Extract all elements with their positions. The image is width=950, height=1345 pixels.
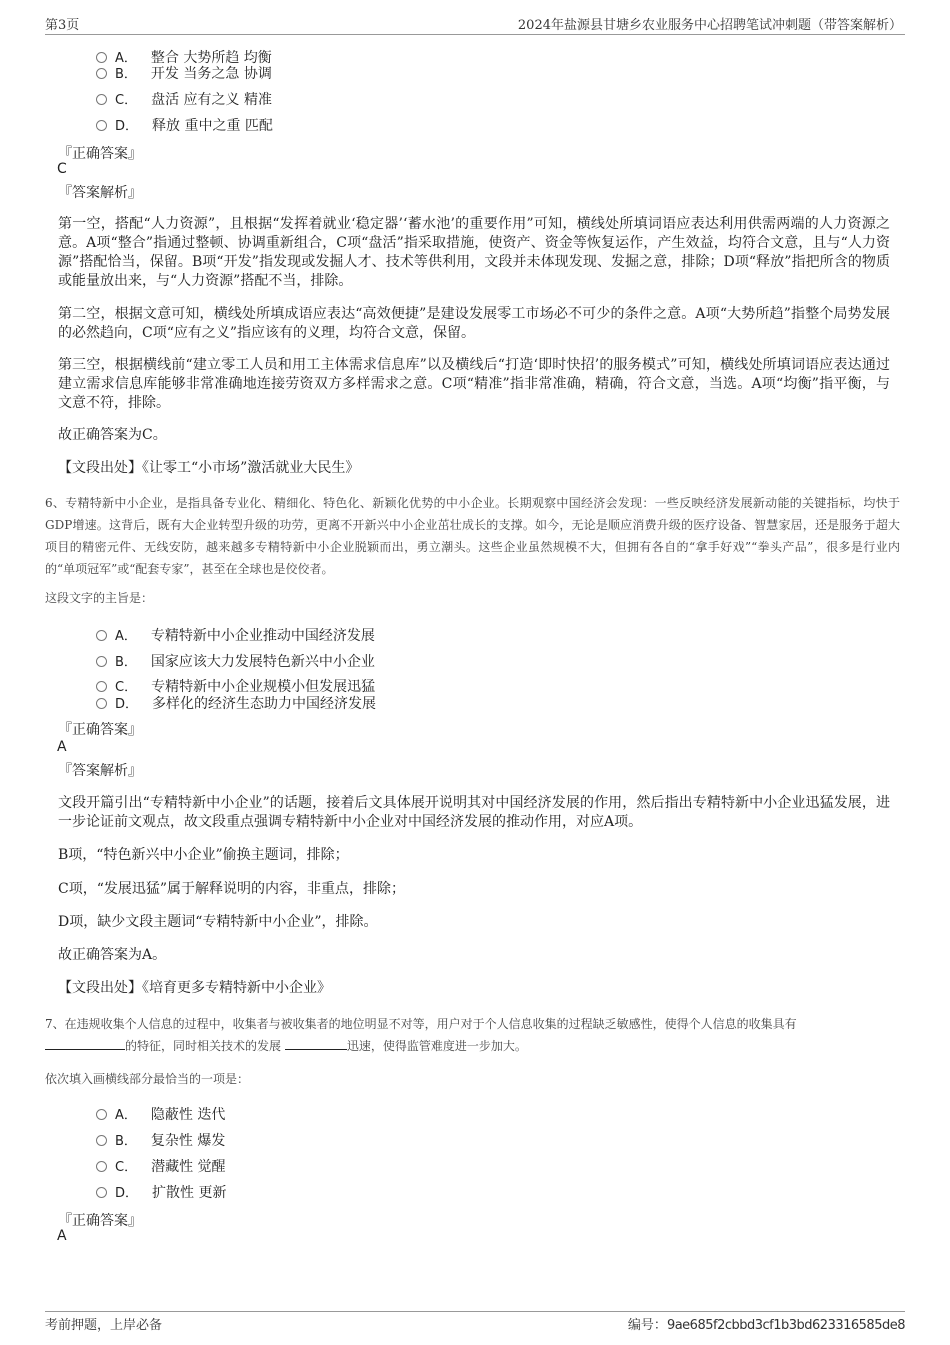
q5-answer-label: 『正确答案』 bbox=[58, 146, 142, 162]
radio-icon[interactable] bbox=[96, 630, 107, 641]
q6-option-a[interactable]: A． 专精特新中小企业推动中国经济发展 bbox=[96, 625, 375, 645]
radio-icon[interactable] bbox=[96, 1109, 107, 1120]
q7-answer: A bbox=[57, 1228, 67, 1244]
q6-conclusion: 故正确答案为A。 bbox=[58, 947, 167, 963]
q5-conclusion: 故正确答案为C。 bbox=[58, 427, 167, 443]
q7-option-c[interactable]: C． 潜藏性 觉醒 bbox=[96, 1156, 226, 1176]
q6-analysis-option-c: C项，“发展迅猛”属于解释说明的内容，非重点，排除； bbox=[58, 881, 406, 897]
radio-icon[interactable] bbox=[96, 698, 107, 709]
footer-slogan: 考前押题，上岸必备 bbox=[45, 1318, 163, 1333]
q5-option-b[interactable]: B． 开发 当务之急 协调 bbox=[96, 63, 272, 83]
radio-icon[interactable] bbox=[96, 120, 107, 131]
document-title: 2024年盐源县甘塘乡农业服务中心招聘笔试冲刺题（带答案解析） bbox=[517, 18, 902, 33]
q7-blank-1 bbox=[45, 1037, 125, 1050]
q7-option-b[interactable]: B． 复杂性 爆发 bbox=[96, 1130, 225, 1150]
q6-analysis-option-b: B项，“特色新兴中小企业”偷换主题词，排除； bbox=[58, 847, 349, 863]
q5-source: 【文段出处】《让零工“小市场”激活就业大民生》 bbox=[58, 460, 360, 476]
q6-stem: 6、专精特新中小企业，是指具备专业化、精细化、特色化、新颖化优势的中小企业。长期观察中国经济会发现：一些反映经济发展新动能的关键指标，均快于GDP增速。这背后，既有大企业转型升级的功劳，更离不开新兴中小企业茁壮成长的支撑。如今，无论是顺应消费升级的医疗设备、智慧家居，还是服务于超大项目的精密元件、无线安防，越来越多专精特新中小企业脱颖而出，勇立潮头。这些企业虽然规模不大，但拥有各自的“拿手好戏”“拳头产品”，很多是行业内的“单项冠军”或“配套专家”，甚至在全球也是佼佼者。 bbox=[45, 496, 900, 576]
q6-source: 【文段出处】《培育更多专精特新中小企业》 bbox=[58, 980, 331, 996]
q5-option-a[interactable]: A． 整合 大势所趋 均衡 bbox=[96, 47, 272, 67]
q6-analysis-paragraph-1: 文段开篇引出“专精特新中小企业”的话题，接着后文具体展开说明其对中国经济发展的作用，然后指出专精特新中小企业迅猛发展，进一步论证前文观点，故文段重点强调专精特新中小企业对中国经济发展的推动作用，对应A项。 bbox=[58, 795, 890, 830]
q5-option-d[interactable]: D． 释放 重中之重 匹配 bbox=[96, 115, 273, 135]
radio-icon[interactable] bbox=[96, 1161, 107, 1172]
q5-analysis-paragraph-1: 第一空，搭配“人力资源”，且根据“发挥着就业‘稳定器’‘蓄水池’的重要作用”可知，横线处所填词语应表达利用供需两端的人力资源之意。A项“整合”指通过整顿、协调重新组合，C项“盘活”指采取措施，使资产、资金等恢复运作，产生效益，均符合文意，且与“人力资源”搭配恰当，保留。B项“开发”指发现或发掘人才、技术等供利用，文段并未体现发现、发掘之意，排除；D项“释放”指把所含的物质或能量放出来，与“人力资源”搭配不当，排除。 bbox=[58, 216, 890, 289]
q5-analysis-label: 『答案解析』 bbox=[58, 185, 142, 201]
q5-analysis-paragraph-3: 第三空，根据横线前“建立零工人员和用工主体需求信息库”以及横线后“打造‘即时快招’的服务模式”可知，横线处所填词语应表达通过建立需求信息库能够非常准确地连接劳资双方多样需求之意。C项“精准”指非常准确，精确，符合文意，当选。A项“均衡”指平衡，与文意不符，排除。 bbox=[58, 357, 890, 411]
q7-stem: 7、在违规收集个人信息的过程中，收集者与被收集者的地位明显不对等，用户对于个人信息收集的过程缺乏敏感性，使得个人信息的收集具有 的特征，同时相关技术的发展 迅速，使得监管难度进一步加大。 bbox=[45, 1017, 797, 1053]
q6-analysis-option-d: D项，缺少文段主题词“专精特新中小企业”，排除。 bbox=[58, 914, 378, 930]
footer-code: 编号：9ae685f2cbbd3cf1b3bd623316585de8 bbox=[627, 1318, 905, 1333]
q5-option-c[interactable]: C． 盘活 应有之义 精准 bbox=[96, 89, 272, 109]
q7-option-a[interactable]: A． 隐蔽性 迭代 bbox=[96, 1104, 225, 1124]
radio-icon[interactable] bbox=[96, 94, 107, 105]
radio-icon[interactable] bbox=[96, 1187, 107, 1198]
q7-prompt: 依次填入画横线部分最恰当的一项是： bbox=[45, 1072, 250, 1086]
q6-option-c[interactable]: C． 专精特新中小企业规模小但发展迅猛 bbox=[96, 676, 375, 696]
q7-answer-label: 『正确答案』 bbox=[58, 1213, 142, 1229]
page-number: 第3页 bbox=[45, 18, 80, 33]
footer-rule bbox=[45, 1311, 905, 1312]
q5-answer: C bbox=[57, 161, 67, 177]
q6-prompt: 这段文字的主旨是： bbox=[45, 591, 154, 605]
header-rule bbox=[45, 34, 905, 35]
q5-analysis-paragraph-2: 第二空，根据文意可知，横线处所填成语应表达“高效便捷”是建设发展零工市场必不可少的条件之意。A项“大势所趋”指整个局势发展的必然趋向，C项“应有之义”指应该有的义理，均符合文意，保留。 bbox=[58, 306, 890, 341]
radio-icon[interactable] bbox=[96, 52, 107, 63]
q6-answer-label: 『正确答案』 bbox=[58, 722, 142, 738]
q6-option-d[interactable]: D． 多样化的经济生态助力中国经济发展 bbox=[96, 693, 376, 713]
q6-option-b[interactable]: B． 国家应该大力发展特色新兴中小企业 bbox=[96, 651, 375, 671]
radio-icon[interactable] bbox=[96, 1135, 107, 1146]
radio-icon[interactable] bbox=[96, 656, 107, 667]
q6-analysis-label: 『答案解析』 bbox=[58, 763, 142, 779]
radio-icon[interactable] bbox=[96, 681, 107, 692]
q7-blank-2 bbox=[285, 1037, 347, 1050]
q7-option-d[interactable]: D． 扩散性 更新 bbox=[96, 1182, 226, 1202]
q6-answer: A bbox=[57, 739, 67, 755]
radio-icon[interactable] bbox=[96, 68, 107, 79]
